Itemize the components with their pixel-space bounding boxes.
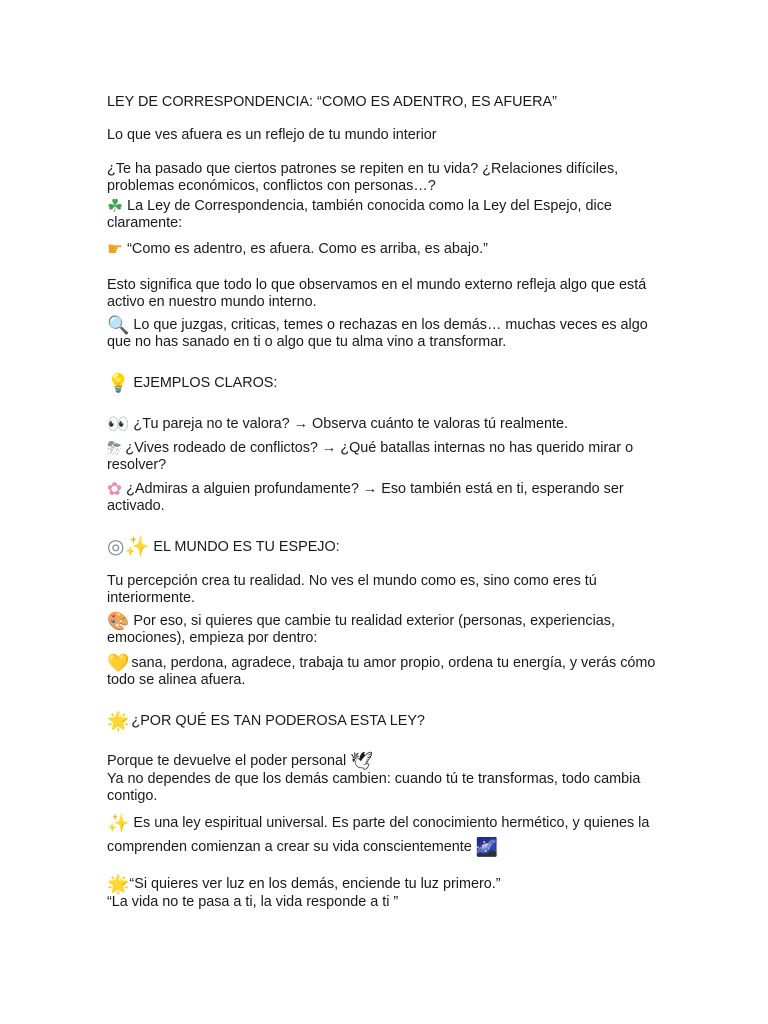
power-line-text: Porque te devuelve el poder personal: [107, 753, 347, 769]
judgment-text: Lo que juzgas, criticas, temes o rechazas en los demás… muchas veces es algo que no has sanado en ti o algo que tu alma vino a transformar.: [107, 317, 648, 350]
power-detail: Ya no dependes de que los demás cambien: cuando tú te transformas, todo cambia contigo.: [107, 771, 641, 804]
bulb-icon: 💡: [107, 373, 130, 393]
dove-icon: 🕊: [350, 751, 374, 771]
power-line: [107, 753, 667, 770]
sparkles-icon: ✨: [124, 536, 150, 558]
main-quote-paragraph: [107, 241, 667, 258]
meaning-paragraph: Esto significa que todo lo que observamos en el mundo externo refleja algo que está activo en nuestro mundo interno.: [107, 277, 647, 310]
perception-paragraph: Tu percepción crea tu realidad. No ves el mundo como es, sino como eres tú interiormente.: [107, 573, 597, 606]
subtitle: Lo que ves afuera es un reflejo de tu mundo interior: [107, 127, 437, 143]
sparkles-icon: ✨: [107, 813, 130, 833]
law-statement-paragraph: [107, 198, 667, 232]
judgment-paragraph: [107, 317, 667, 351]
magnifier-icon: 🔍: [107, 315, 130, 335]
example-text: ¿Vives rodeado de conflictos? → ¿Qué batallas internas no has querido mirar o resolver?: [107, 440, 634, 473]
mirror-heading-text: EL MUNDO ES TU ESPEJO:: [153, 539, 340, 555]
herb-icon: ☘: [107, 196, 124, 216]
law-statement-text: La Ley de Correspondencia, también conocida como la Ley del Espejo, dice claramente:: [107, 198, 612, 231]
examples-heading: [107, 375, 667, 392]
change-paragraph: [107, 613, 667, 647]
closing-quote-1-text: “Si quieres ver luz en los demás, enciende tu luz primero.”: [129, 876, 501, 892]
storm-cloud-icon: ⛈: [107, 438, 122, 458]
pointing-hand-icon: ☛: [107, 239, 124, 259]
document-title: LEY DE CORRESPONDENCIA: “COMO ES ADENTRO, ES AFUERA”: [107, 94, 557, 110]
actions-paragraph: [107, 655, 667, 689]
main-quote-text: “Como es adentro, es afuera. Como es arriba, es abajo.”: [127, 241, 488, 257]
power-heading-text: ¿POR QUÉ ES TAN PODEROSA ESTA LEY?: [131, 713, 425, 729]
flower-icon: ✿: [107, 479, 123, 499]
universal-text: Es una ley espiritual universal. Es parte del conocimiento hermético, y quienes la comprenden comienzan a crear su vida conscientemente: [107, 815, 650, 855]
palette-icon: 🎨: [107, 611, 130, 631]
closing-quote-1: [107, 876, 667, 893]
star-icon: 🌟: [107, 874, 130, 894]
change-text: Por eso, si quieres que cambie tu realidad exterior (personas, experiencias, emociones), empieza por dentro:: [107, 613, 615, 646]
example-item: [107, 416, 667, 433]
example-text: ¿Admiras a alguien profundamente? → Eso también está en ti, esperando ser activado.: [107, 481, 624, 514]
examples-heading-text: EJEMPLOS CLAROS:: [133, 375, 278, 391]
example-item: [107, 481, 667, 515]
yellow-heart-icon: 💛: [107, 653, 130, 673]
intro-question: ¿Te ha pasado que ciertos patrones se repiten en tu vida? ¿Relaciones difíciles, problemas económicos, conflictos con personas…?: [107, 161, 619, 194]
universal-paragraph: [107, 811, 667, 859]
eyes-icon: 👀: [107, 414, 130, 434]
star-icon: 🌟: [107, 711, 130, 731]
example-text: ¿Tu pareja no te valora? → Observa cuánto te valoras tú realmente.: [133, 416, 569, 432]
example-item: [107, 440, 667, 474]
mirror-icon: ◎: [107, 536, 125, 558]
closing-quote-2: “La vida no te pasa a ti, la vida responde a ti ”: [107, 894, 399, 910]
night-sky-icon: 🌌: [475, 837, 499, 857]
actions-text: sana, perdona, agradece, trabaja tu amor propio, ordena tu energía, y verás cómo todo se alinea afuera.: [107, 655, 656, 688]
mirror-heading: [107, 536, 667, 558]
power-heading: [107, 713, 667, 730]
